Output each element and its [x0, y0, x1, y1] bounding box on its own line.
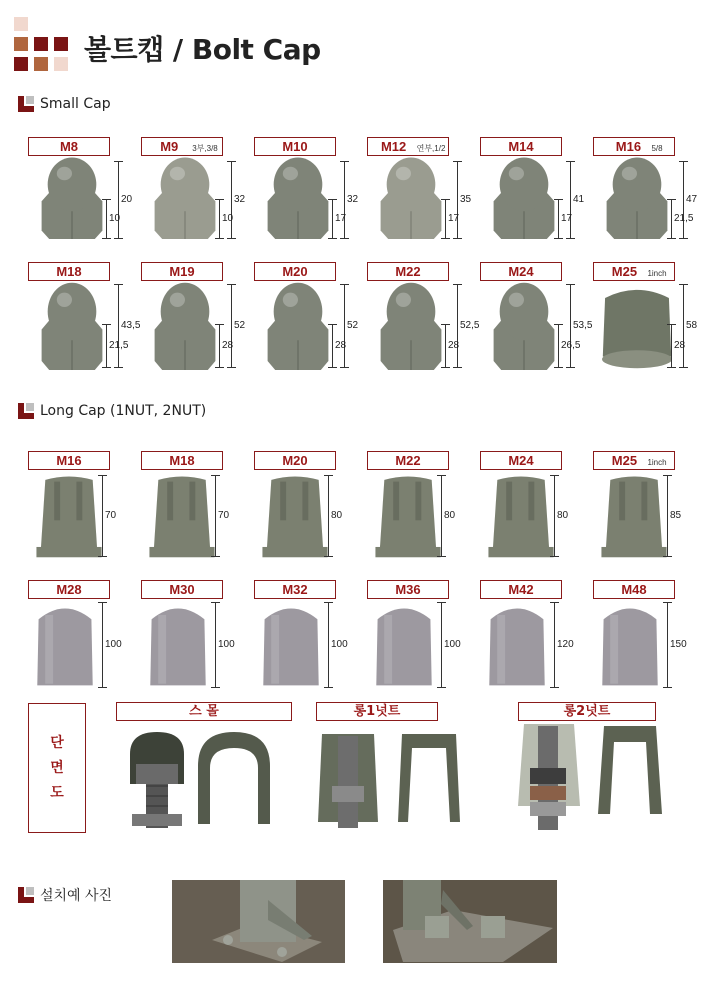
- dimension-line: [231, 284, 232, 368]
- dimension-label: 20: [121, 194, 133, 205]
- round-cap-image: [145, 602, 211, 688]
- dimension-label: 28: [222, 340, 234, 351]
- size-label: M22: [395, 453, 421, 468]
- product-cell: [593, 262, 705, 374]
- size-label: M20: [282, 453, 308, 468]
- product-cell: [480, 451, 592, 561]
- dome-cap-image: [486, 155, 562, 239]
- cross-section-label-box: [28, 703, 86, 833]
- dome-cap-image: [147, 155, 223, 239]
- dimension-line: [457, 284, 458, 368]
- size-badge: [367, 137, 449, 156]
- size-badge: [28, 580, 110, 599]
- cross-section-char: 도: [50, 785, 64, 801]
- cross-section-small-image: [118, 726, 288, 830]
- size-label: M18: [169, 453, 195, 468]
- logo-mosaic: [14, 17, 70, 73]
- cap-photo: [371, 473, 445, 563]
- size-label: M48: [621, 582, 647, 597]
- product-cell: [141, 451, 253, 561]
- size-badge: [28, 451, 110, 470]
- size-label: M28: [56, 582, 82, 597]
- dimension-line: [332, 199, 333, 239]
- dimension-line: [344, 284, 345, 368]
- dimension-line: [441, 475, 442, 557]
- size-label: M14: [508, 139, 534, 154]
- dimension-label: 52,5: [460, 320, 480, 331]
- dimension-label: 58: [686, 320, 698, 331]
- dimension-line: [215, 475, 216, 557]
- size-label: M25: [611, 453, 638, 468]
- dimension-line: [344, 161, 345, 239]
- cap-photo: [260, 155, 336, 243]
- size-badge: [367, 262, 449, 281]
- cross-section-long2-image: [514, 718, 674, 834]
- dome-cap-image: [486, 280, 562, 370]
- dimension-label: 120: [557, 639, 574, 650]
- dimension-line: [671, 324, 672, 368]
- round-cap-image: [258, 602, 324, 688]
- dimension-line: [106, 199, 107, 239]
- dimension-line: [328, 602, 329, 688]
- size-badge: [480, 137, 562, 156]
- product-cell: [28, 262, 140, 374]
- size-note: 1inch: [647, 269, 667, 278]
- long-cap-image: [371, 473, 445, 559]
- round-cap-image: [32, 602, 98, 688]
- cap-photo: [147, 280, 223, 374]
- size-label: M32: [282, 582, 308, 597]
- cap-photo: [260, 280, 336, 374]
- dimension-label: 28: [448, 340, 460, 351]
- section-install-photos: 설치예 사진: [18, 886, 112, 904]
- size-badge: [593, 262, 675, 281]
- cap-photo: [373, 280, 449, 374]
- size-badge: [593, 137, 675, 156]
- long-cap-image: [32, 473, 106, 559]
- cross-section-type-long1: 롱1넛트: [316, 702, 438, 721]
- size-label: M24: [508, 453, 534, 468]
- dimension-line: [118, 161, 119, 239]
- cap-photo: [373, 155, 449, 243]
- cross-section-char: 면: [50, 760, 64, 776]
- product-cell: [141, 137, 253, 247]
- product-cell: [28, 580, 140, 690]
- size-badge: [141, 137, 223, 156]
- dimension-label: 10: [109, 213, 121, 224]
- dimension-line: [671, 199, 672, 239]
- product-cell: [480, 262, 592, 374]
- dimension-label: 32: [234, 194, 246, 205]
- dimension-label: 85: [670, 510, 682, 521]
- cap-photo: [32, 602, 98, 692]
- cap-photo: [484, 602, 550, 692]
- size-note: 1inch: [647, 458, 667, 467]
- size-badge: [28, 262, 110, 281]
- dimension-label: 80: [557, 510, 569, 521]
- size-badge: [367, 451, 449, 470]
- size-label: M10: [282, 139, 308, 154]
- dimension-line: [215, 602, 216, 688]
- round-cap-image: [371, 602, 437, 688]
- dimension-label: 80: [444, 510, 456, 521]
- size-badge: [480, 262, 562, 281]
- size-badge: [593, 580, 675, 599]
- size-badge: [141, 580, 223, 599]
- dimension-line: [332, 324, 333, 368]
- dimension-label: 28: [674, 340, 686, 351]
- product-cell: [367, 451, 479, 561]
- dome-cap-image: [599, 155, 675, 239]
- dimension-line: [441, 602, 442, 688]
- section-marker-icon: [18, 96, 34, 112]
- size-label: M16: [615, 139, 642, 154]
- install-photo-2: [383, 880, 557, 963]
- dimension-line: [219, 199, 220, 239]
- product-cell: [593, 451, 705, 561]
- dimension-label: 100: [331, 639, 348, 650]
- dome-cap-image: [260, 280, 336, 370]
- dimension-label: 26,5: [561, 340, 581, 351]
- section-marker-icon: [18, 403, 34, 419]
- dimension-label: 21,5: [674, 213, 694, 224]
- cap-photo: [486, 155, 562, 243]
- dimension-label: 41: [573, 194, 585, 205]
- dimension-label: 35: [460, 194, 472, 205]
- dimension-label: 150: [670, 639, 687, 650]
- long-cap-image: [597, 473, 671, 559]
- dimension-label: 43,5: [121, 320, 141, 331]
- dome-cap-image: [34, 280, 110, 370]
- dimension-label: 100: [444, 639, 461, 650]
- product-cell: [28, 137, 140, 247]
- size-badge: [141, 262, 223, 281]
- dimension-label: 100: [105, 639, 122, 650]
- dimension-line: [554, 475, 555, 557]
- size-badge: [141, 451, 223, 470]
- dimension-label: 53,5: [573, 320, 593, 331]
- dimension-label: 17: [335, 213, 347, 224]
- size-label: M36: [395, 582, 421, 597]
- product-cell: [593, 580, 705, 690]
- product-cell: [593, 137, 705, 247]
- size-label: M24: [508, 264, 534, 279]
- dimension-label: 10: [222, 213, 234, 224]
- dome-cap-image: [373, 155, 449, 239]
- dimension-line: [558, 199, 559, 239]
- product-cell: [28, 451, 140, 561]
- size-badge: [593, 451, 675, 470]
- product-cell: [141, 580, 253, 690]
- dimension-line: [683, 284, 684, 368]
- size-label: M30: [169, 582, 195, 597]
- dimension-label: 80: [331, 510, 343, 521]
- size-label: M9: [160, 139, 179, 154]
- dimension-label: 100: [218, 639, 235, 650]
- product-cell: [367, 137, 479, 247]
- cap-photo: [34, 155, 110, 243]
- cap-photo: [258, 602, 324, 692]
- dimension-line: [328, 475, 329, 557]
- cross-section-long1-image: [312, 726, 472, 830]
- product-cell: [141, 262, 253, 374]
- size-note: 연부,1/2: [416, 144, 446, 153]
- size-label: M42: [508, 582, 534, 597]
- product-cell: [480, 137, 592, 247]
- dimension-label: 28: [335, 340, 347, 351]
- size-badge: [28, 137, 110, 156]
- dimension-label: 47: [686, 194, 698, 205]
- size-badge: [254, 137, 336, 156]
- cross-section-char: 단: [50, 735, 64, 751]
- dimension-line: [445, 199, 446, 239]
- size-badge: [480, 580, 562, 599]
- product-cell: [254, 580, 366, 690]
- dimension-line: [102, 475, 103, 557]
- dimension-line: [457, 161, 458, 239]
- dimension-line: [445, 324, 446, 368]
- size-badge: [254, 580, 336, 599]
- dimension-label: 70: [218, 510, 230, 521]
- size-label: M16: [56, 453, 82, 468]
- size-badge: [480, 451, 562, 470]
- dimension-line: [219, 324, 220, 368]
- size-label: M18: [56, 264, 82, 279]
- cap-photo: [34, 280, 110, 374]
- dome-cap-image: [34, 155, 110, 239]
- size-label: M20: [282, 264, 308, 279]
- cap-photo: [147, 155, 223, 243]
- cap-photo: [597, 602, 663, 692]
- long-cap-image: [258, 473, 332, 559]
- cap-photo: [145, 473, 219, 563]
- product-cell: [254, 451, 366, 561]
- page-title: 볼트캡 / Bolt Cap: [84, 33, 321, 66]
- dimension-label: 70: [105, 510, 117, 521]
- dimension-line: [118, 284, 119, 368]
- size-note: 5/8: [651, 144, 663, 153]
- cross-section-type-small: 스 몰: [116, 702, 292, 721]
- long-cap-image: [484, 473, 558, 559]
- cap-photo: [484, 473, 558, 563]
- section-small-cap: Small Cap: [18, 95, 111, 113]
- dome-cap-image: [260, 155, 336, 239]
- cap-photo: [145, 602, 211, 692]
- dimension-line: [554, 602, 555, 688]
- dimension-label: 52: [347, 320, 359, 331]
- dimension-line: [570, 284, 571, 368]
- product-cell: [367, 262, 479, 374]
- size-label: M19: [169, 264, 195, 279]
- size-label: M8: [59, 139, 79, 154]
- flat-cap-image: [599, 280, 675, 370]
- section-long-cap: Long Cap (1NUT, 2NUT): [18, 402, 206, 420]
- dimension-line: [231, 161, 232, 239]
- dimension-line: [570, 161, 571, 239]
- dimension-label: 21,5: [109, 340, 129, 351]
- install-photo-1: [172, 880, 345, 963]
- cap-photo: [597, 473, 671, 563]
- product-cell: [254, 137, 366, 247]
- product-cell: [367, 580, 479, 690]
- cross-section-type-long2: 롱2넛트: [518, 702, 656, 721]
- size-label: M22: [395, 264, 421, 279]
- cap-photo: [258, 473, 332, 563]
- section-marker-icon: [18, 887, 34, 903]
- cap-photo: [599, 155, 675, 243]
- long-cap-image: [145, 473, 219, 559]
- cap-photo: [599, 280, 675, 374]
- dimension-line: [558, 324, 559, 368]
- size-note: 3부,3/8: [192, 144, 218, 153]
- dimension-line: [683, 161, 684, 239]
- dome-cap-image: [373, 280, 449, 370]
- dimension-label: 17: [561, 213, 573, 224]
- dimension-label: 32: [347, 194, 359, 205]
- size-badge: [254, 262, 336, 281]
- round-cap-image: [484, 602, 550, 688]
- product-cell: [254, 262, 366, 374]
- dimension-line: [667, 475, 668, 557]
- round-cap-image: [597, 602, 663, 688]
- cap-photo: [486, 280, 562, 374]
- dimension-line: [106, 324, 107, 368]
- cap-photo: [371, 602, 437, 692]
- dimension-label: 17: [448, 213, 460, 224]
- size-label: M12: [380, 139, 407, 154]
- dimension-label: 52: [234, 320, 246, 331]
- cap-photo: [32, 473, 106, 563]
- dome-cap-image: [147, 280, 223, 370]
- product-cell: [480, 580, 592, 690]
- dimension-line: [102, 602, 103, 688]
- size-label: M25: [611, 264, 638, 279]
- dimension-line: [667, 602, 668, 688]
- size-badge: [254, 451, 336, 470]
- size-badge: [367, 580, 449, 599]
